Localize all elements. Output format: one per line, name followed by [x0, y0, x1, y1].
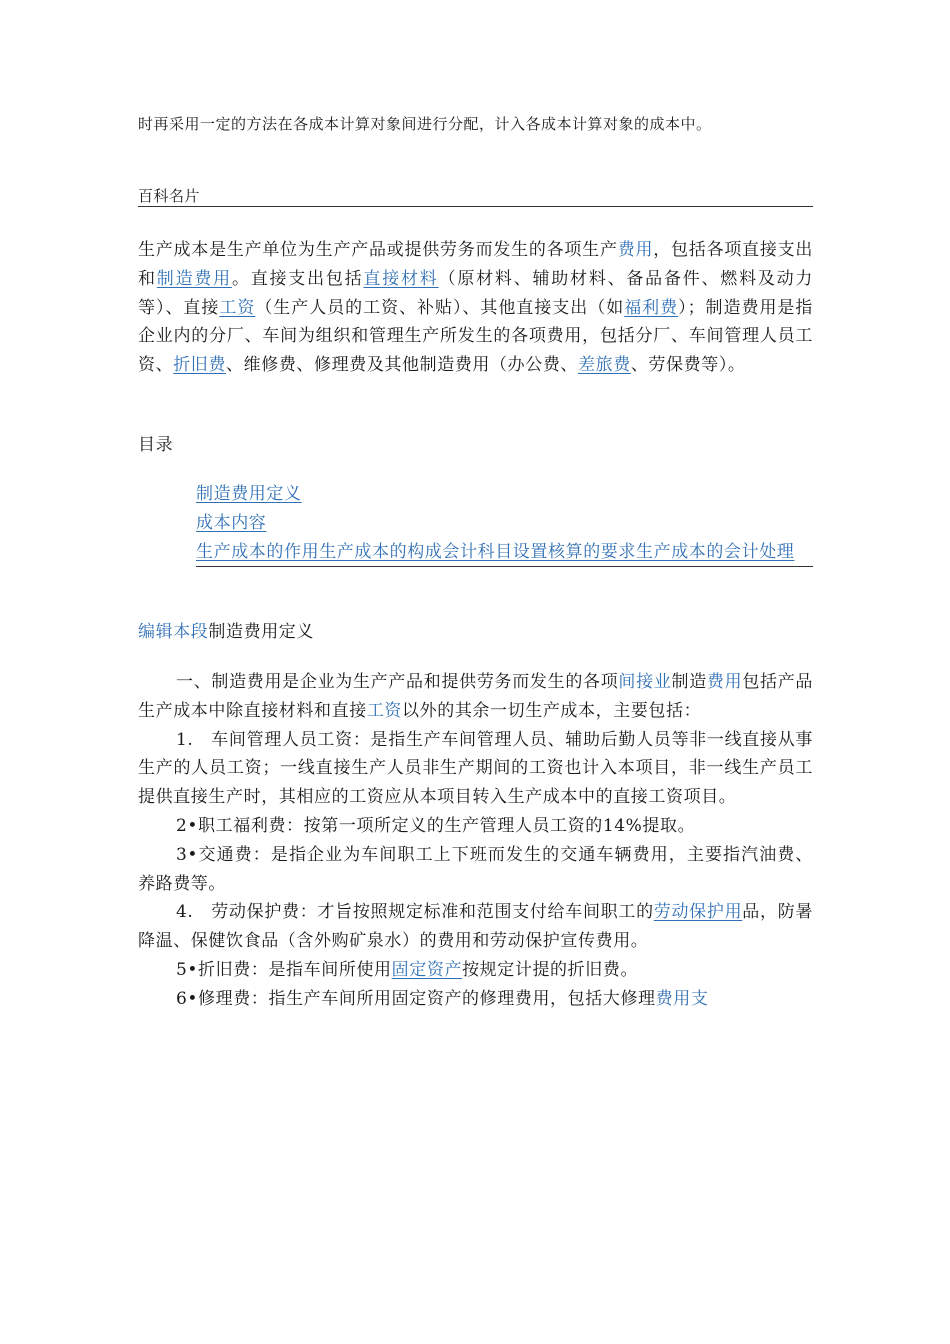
- list-item-2: 2•职工福利费：按第一项所定义的生产管理人员工资的14%提取。: [176, 815, 696, 836]
- section-body: [138, 668, 813, 1014]
- continuation-text: 时再采用一定的方法在各成本计算对象间进行分配，计入各成本计算对象的成本中。: [138, 115, 712, 133]
- list-item-1: 1. 车间管理人员工资：是指生产车间管理人员、辅助后勤人员等非一线直接从事生产的人员工资；一线直接生产人员非生产期间的工资也计入本项目，非一线生产员工提供直接生产时，其相应的工资应从本项目转入生产成本中的直接工资项目。: [138, 729, 813, 808]
- link-travel-expense[interactable]: 差旅费: [578, 355, 631, 376]
- toc-list: [196, 480, 813, 567]
- link-fee-2[interactable]: 费用: [706, 672, 743, 692]
- card-title-bar: [138, 186, 813, 207]
- toc-item-role[interactable]: 生产成本的作用生产成本的构成会计科目设置核算的要求生产成本的会计处理: [196, 541, 795, 562]
- link-manufacturing-cost[interactable]: 制造费用: [156, 268, 232, 289]
- link-wages-2[interactable]: 工资: [366, 700, 403, 721]
- list-item-5: 5•折旧费：是指车间所使用固定资产按规定计提的折旧费。: [176, 959, 639, 980]
- link-labor-protection[interactable]: 劳动保护用: [653, 902, 743, 923]
- toc-title: 目录: [138, 435, 174, 455]
- section-title: 制造费用定义: [208, 622, 315, 642]
- edit-section-link[interactable]: 编辑本段: [138, 622, 209, 642]
- link-depreciation[interactable]: 折旧费: [173, 355, 227, 376]
- card-title: 百科名片: [138, 187, 201, 205]
- link-indirect[interactable]: 间接业: [618, 672, 672, 692]
- link-fee[interactable]: 费用: [617, 240, 654, 260]
- list-item-3: 3•交通费：是指企业为车间职工上下班而发生的交通车辆费用，主要指汽油费、养路费等。: [138, 844, 813, 894]
- list-item-6: 6•修理费：指生产车间所用固定资产的修理费用，包括大修理费用支: [176, 988, 709, 1009]
- paragraph-definition: 一、制造费用是企业为生产产品和提供劳务而发生的各项间接业制造费用包括产品生产成本中除直接材料和直接工资以外的其余一切生产成本，主要包括：: [138, 672, 814, 721]
- section-heading: [138, 618, 314, 647]
- list-item-4: 4. 劳动保护费：才旨按照规定标准和范围支付给车间职工的劳动保护用品，防暑降温、保健饮食品（含外购矿泉水）的费用和劳动保护宣传费用。: [138, 902, 814, 952]
- link-fixed-assets[interactable]: 固定资产: [391, 959, 463, 980]
- link-wages[interactable]: 工资: [219, 297, 256, 318]
- intro-paragraph: 生产成本是生产单位为生产产品或提供劳务而发生的各项生产费用，包括各项直接支出和制造费用。直接支出包括直接材料（原材料、辅助材料、备品备件、燃料及动力等）、直接工资（生产人员的工资、补贴）、其他直接支出（如福利费）；制造费用是指企业内的分厂、车间为组织和管理生产所发生的各项费用，包括分厂、车间管理人员工资、折旧费、维修费、修理费及其他制造费用（办公费、差旅费、劳保费等）。: [138, 240, 814, 376]
- toc-item-definition[interactable]: 制造费用定义: [196, 484, 302, 504]
- link-welfare[interactable]: 福利费: [624, 297, 679, 318]
- toc-item-content[interactable]: 成本内容: [196, 512, 267, 533]
- link-direct-materials[interactable]: 直接材料: [363, 268, 439, 289]
- link-fee-3[interactable]: 费用支: [655, 988, 709, 1009]
